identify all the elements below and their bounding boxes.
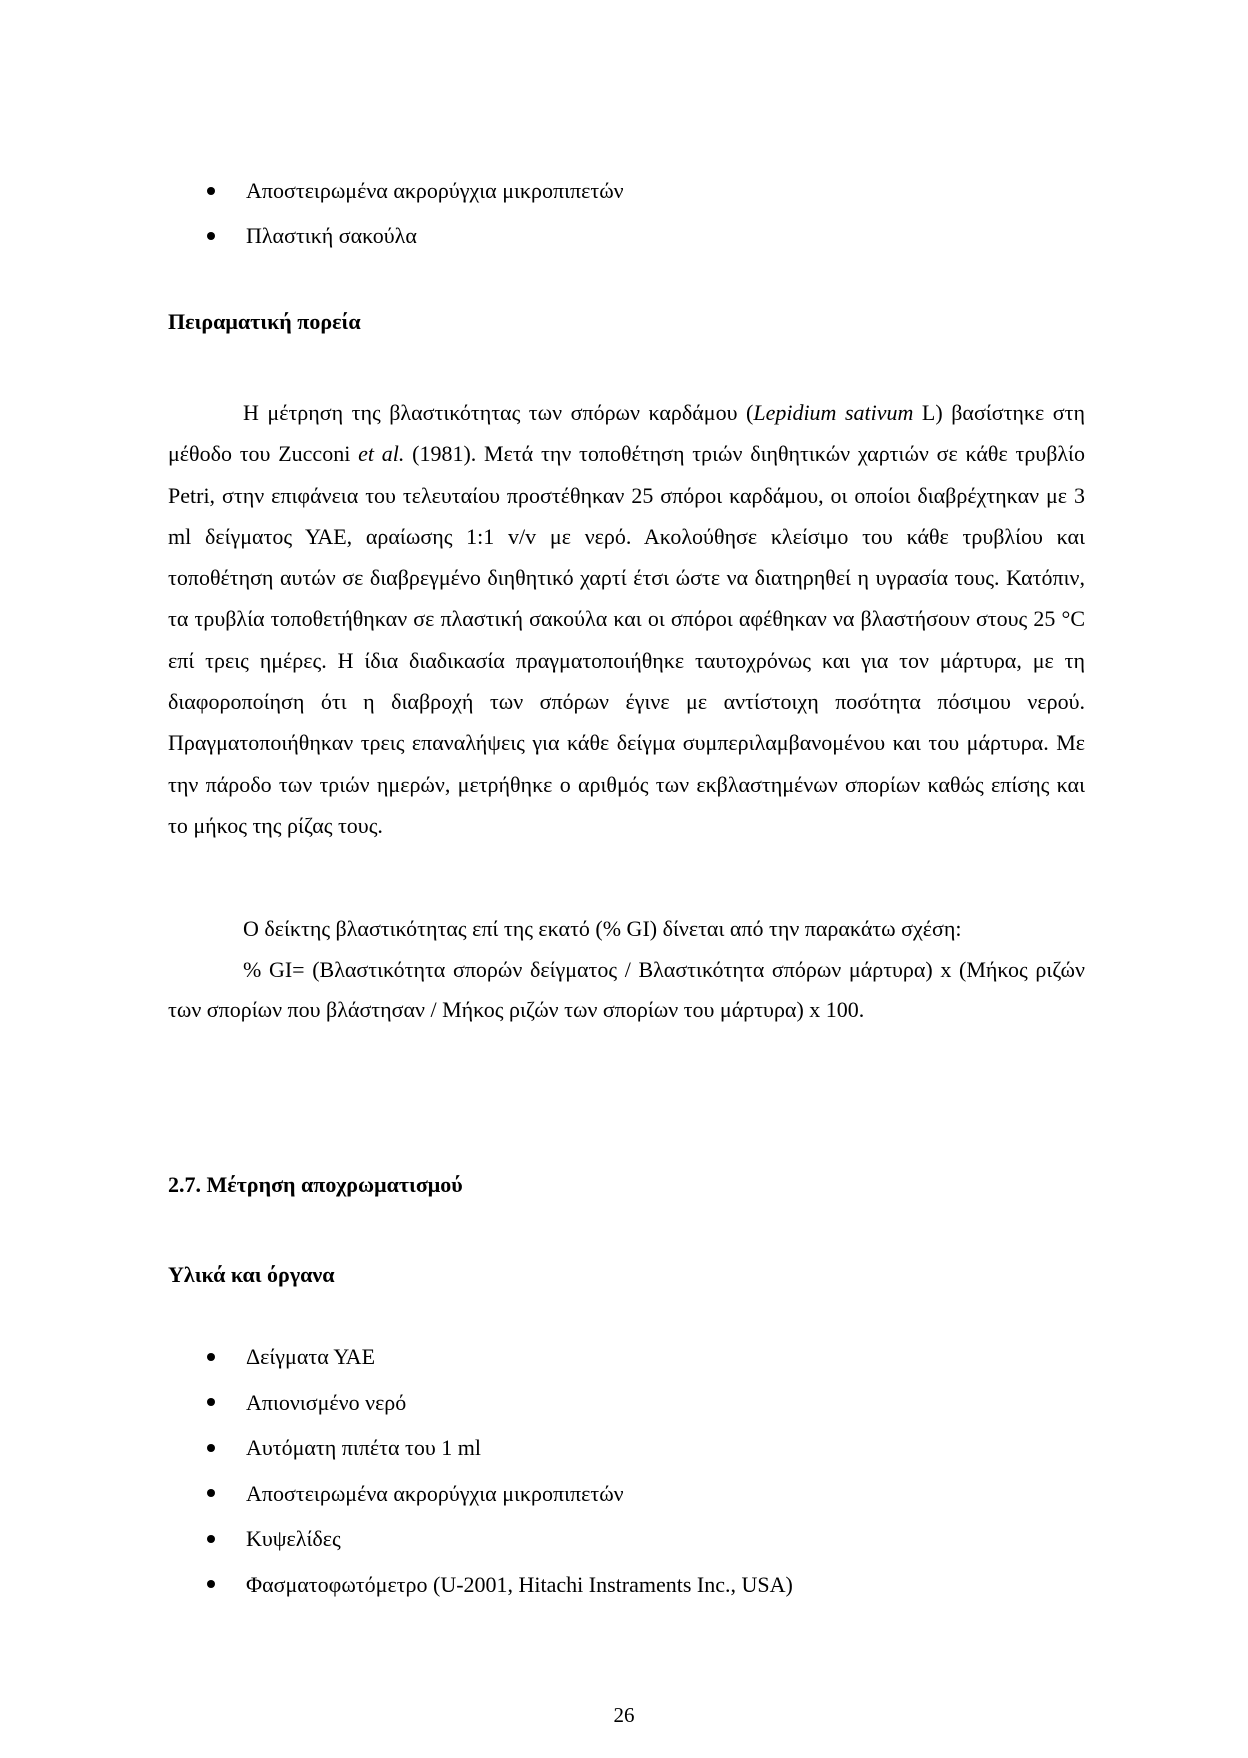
section-heading: 2.7. Μέτρηση αποχρωματισμού (168, 1172, 463, 1197)
materials-list (230, 1334, 793, 1607)
list-item: Πλαστική σακούλα (230, 213, 624, 258)
list-item: Αυτόματη πιπέτα του 1 ml (230, 1425, 793, 1471)
list-item: Αποστειρωμένα ακρορύγχια μικροπιπετών (230, 1471, 793, 1517)
procedure-paragraph: Η μέτρηση της βλαστικότητας των σπόρων καρδάμου (Lepidium sativum L) βασίστηκε στη μέθοδο του Zucconi et al. (1981). Μετά την τοποθέτηση τριών διηθητικών χαρτιών σε κάθε τρυβλίο Petri, στην επιφάνεια του τελευταίου προστέθηκαν 25 σπόροι καρδάμου, οι οποίοι διαβρέχτηκαν με 3 ml δείγματος ΥΑΕ, αραίωσης 1:1 v/v με νερό. Ακολούθησε κλείσιμο του κάθε τρυβλίου και τοποθέτηση αυτών σε διαβρεγμένο διηθητικό χαρτί έτσι ώστε να διατηρηθεί η υγρασία τους. Κατόπιν, τα τρυβλία τοποθετήθηκαν σε πλαστική σακούλα και οι σπόροι αφέθηκαν να βλαστήσουν στους 25 °C επί τρεις ημέρες. Η ίδια διαδικασία πραγματοποιήθηκε ταυτοχρόνως και για τον μάρτυρα, με τη διαφοροποίηση ότι η διαβροχή των σπόρων έγινε με αντίστοιχη ποσότητα πόσιμου νερού. Πραγματοποιήθηκαν τρεις επαναλήψεις για κάθε δείγμα συμπεριλαμβανομένου και του μάρτυρα. Με την πάροδο των τριών ημερών, μετρήθηκε ο αριθμός των εκβλαστημένων σπορίων καθώς επίσης και το μήκος της ρίζας τους. (168, 400, 1085, 838)
bullet-icon (207, 1444, 215, 1452)
bullet-icon (207, 1353, 215, 1361)
list-item: Φασματοφωτόμετρο (U-2001, Hitachi Instraments Inc., USA) (230, 1562, 793, 1608)
gi-formula-paragraph: % GI= (Βλαστικότητα σπορών δείγματος / Βλαστικότητα σπόρων μάρτυρα) x (Μήκος ριζών των σπορίων που βλάστησαν / Μήκος ριζών των σπορίων του μάρτυρα) x 100. (168, 957, 1085, 1022)
list-item: Απιονισμένο νερό (230, 1380, 793, 1426)
materials-list-continued (230, 168, 624, 258)
bullet-icon (207, 187, 215, 195)
procedure-heading: Πειραματική πορεία (168, 309, 361, 334)
bullet-icon (207, 1580, 215, 1588)
list-item: Κυψελίδες (230, 1516, 793, 1562)
bullet-icon (207, 1535, 215, 1543)
gi-intro-paragraph: Ο δείκτης βλαστικότητας επί της εκατό (% GI) δίνεται από την παρακάτω σχέση: (243, 916, 962, 941)
page-number: 26 (613, 1703, 635, 1727)
list-item: Δείγματα ΥΑΕ (230, 1334, 793, 1380)
bullet-icon (207, 1398, 215, 1406)
bullet-icon (207, 232, 215, 240)
list-item: Αποστειρωμένα ακρορύγχια μικροπιπετών (230, 168, 624, 213)
materials-heading: Υλικά και όργανα (168, 1262, 335, 1287)
bullet-icon (207, 1489, 215, 1497)
